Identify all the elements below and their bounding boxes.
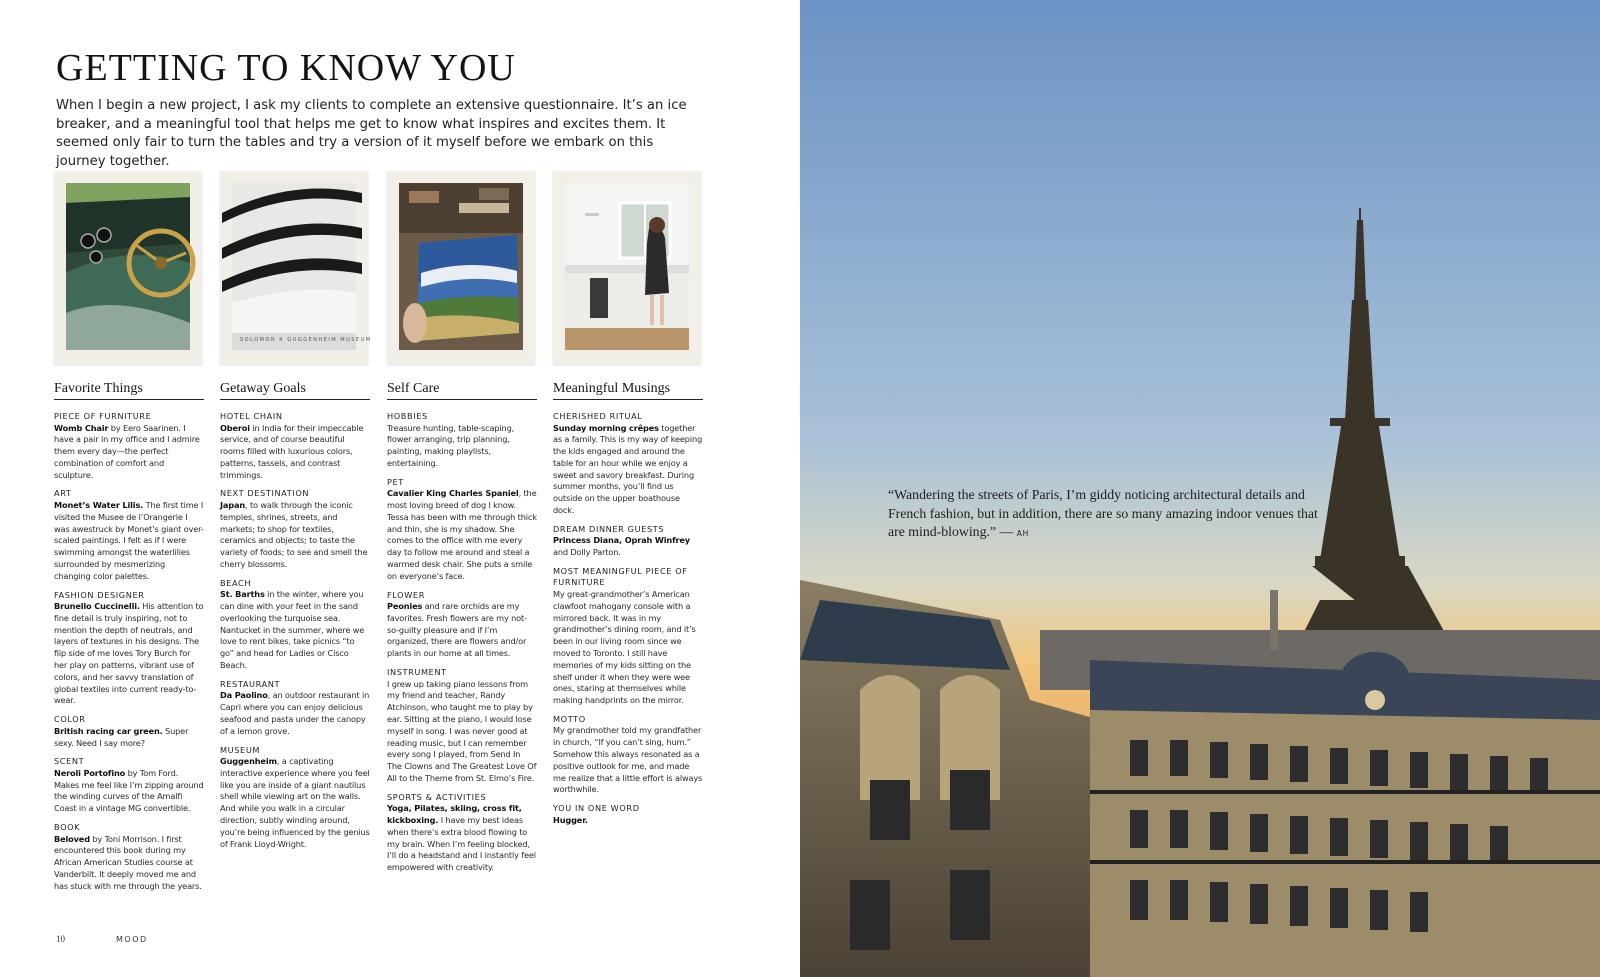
- entry-body: by Tom Ford. Makes me feel like I’m zipping around the winding curves of the Amalfi Coast in a vintage MG convertible.: [54, 767, 204, 814]
- entry-highlight: Peonies: [387, 601, 423, 612]
- entry-body: , an outdoor restaurant in Capri where you can enjoy delicious seafood and pasta under the canopy of a lemon grove.: [220, 690, 370, 736]
- entry-text: [220, 500, 370, 571]
- entry-highlight: Monet’s Water Lilis.: [54, 499, 144, 510]
- entry-highlight: Cavalier King Charles Spaniel: [387, 488, 519, 499]
- entry-body: and rare orchids are my favorites. Fresh flowers are my not-so-guilty pleasure and if I’m organized, there are flowers and/or plants in our home at all times.: [387, 601, 527, 659]
- entry-1-2: [220, 578, 370, 672]
- entry-highlight: Da Paolino: [220, 690, 268, 701]
- entry-label: CHERISHED RITUAL: [553, 411, 643, 421]
- entry-1-0: [220, 411, 370, 481]
- intro-paragraph: When I begin a new project, I ask my clients to complete an extensive questionnaire. It’s an ice breaker, and a meaningful tool that helps me get to know what inspires and excites them. It seemed only fair to turn the tables and try a version of it myself before we embark on this journey together.: [56, 98, 687, 169]
- entry-body: in the winter, where you can dine with your feet in the sand overlooking the turquoise sea. Nantucket in the summer, where we love to rent bikes, take picnics “to go” and head for Ladies or Cisco Beach.: [220, 589, 365, 671]
- entry-text: [220, 756, 370, 850]
- entry-label: MOTTO: [553, 713, 586, 724]
- entry-body: in India for their impeccable service, and of course beautiful rooms filled with luxurious colors, patterns, tassels, and contrast trimmings.: [220, 422, 364, 480]
- entry-label: COLOR: [54, 714, 86, 725]
- entry-text: [387, 679, 537, 785]
- svg-text:SOLOMON R GUGGENHEIM MUSEUM: SOLOMON R GUGGENHEIM MUSEUM: [240, 337, 372, 343]
- entry-highlight: Japan: [220, 499, 246, 510]
- entry-body: The first time I visited the Musee de l’Orangerie I was awestruck by Monet’s giant over-scaled paintings. I felt as if I were swimming amongst the waterlilies surrounded by mesmerizing changing color palettes.: [54, 499, 204, 581]
- entry-0-2: [54, 590, 204, 708]
- entry-body: together as a family. This is my way of keeping the kids engaged and around the table for an hour while we enjoy a sweet and savory breakfast. During summer months, you’ll find us outside on the upper boathouse dock.: [553, 422, 703, 516]
- entry-1-4: [220, 745, 370, 851]
- entry-body: by Eero Saarinen. I have a pair in my office and I admire them every day—the perfect combination of comfort and sculpture.: [54, 422, 200, 480]
- entry-label: ART: [54, 488, 72, 499]
- entry-text: [54, 500, 204, 583]
- entry-2-0: [387, 411, 537, 470]
- entry-highlight: Womb Chair: [54, 422, 109, 433]
- entry-label: HOTEL CHAIN: [220, 411, 283, 421]
- entry-body: My great-grandmother’s American clawfoot mahogany console with a mirrored back. It was in my grandmother’s dining room, and it’s been in our living room since we moved to Toronto. I still have memories of my kids sitting on the shelf under it when they were wee ones, staring at themselves while making handprints on the mirror.: [553, 588, 696, 706]
- entry-1-3: [220, 679, 370, 738]
- entry-highlight: Brunello Cuccinelli.: [54, 601, 140, 612]
- entry-label: YOU IN ONE WORD: [553, 803, 640, 814]
- column-heading: Meaningful Musings: [553, 381, 703, 400]
- entry-text: [553, 535, 703, 559]
- entry-2-4: [387, 792, 537, 874]
- entry-3-2: [553, 566, 703, 707]
- entry-label: PIECE OF FURNITURE: [54, 411, 152, 421]
- entry-text: [553, 423, 703, 517]
- entry-highlight: Guggenheim: [220, 756, 277, 767]
- entry-0-0: [54, 411, 204, 481]
- entry-label: MUSEUM: [220, 744, 261, 755]
- entry-label: FASHION DESIGNER: [54, 589, 145, 600]
- entry-body: by Toni Morrison. I first encountered this book during my African American Studies course at Vanderbilt. It deeply moved me and has stuck with me through the years.: [54, 833, 202, 891]
- entry-highlight: Sunday morning crêpes: [553, 422, 659, 433]
- entry-text: [387, 423, 537, 470]
- entry-body: My grandmother told my grandfather in church, “If you can’t sing, hum.” Somehow this always resonated as a positive outlook for me, and made me realize that a little effort is always worthwhile.: [553, 725, 703, 795]
- entry-text: [54, 726, 204, 750]
- entry-label: INSTRUMENT: [387, 667, 447, 678]
- entry-highlight: Beloved: [54, 833, 90, 844]
- entry-text: [553, 815, 703, 827]
- entry-text: [54, 423, 204, 482]
- quote-text: “Wandering the streets of Paris, I’m giddy noticing architectural details and French fashion, but in addition, there are so many amazing indoor venues that are mind-blowing.” —: [888, 487, 1318, 539]
- entry-body: His attention to fine detail is truly inspiring, not to mention the depth of neutrals, and layers of textures in his designs. The flip side of me loves Tory Burch for her play on patterns, vibrant use of colors, and her savvy translation of global textiles into current ready-to-wear.: [54, 601, 204, 706]
- photo-card-guggenheim: [220, 171, 372, 364]
- column-self-care: [387, 381, 537, 881]
- column-heading: Favorite Things: [54, 381, 204, 400]
- entry-highlight: Neroli Portofino: [54, 767, 126, 778]
- entry-label: FLOWER: [387, 589, 425, 600]
- entry-3-4: [553, 803, 703, 826]
- entry-label: BEACH: [220, 577, 252, 588]
- entry-label: DREAM DINNER GUESTS: [553, 523, 665, 534]
- entry-label: PET: [387, 476, 404, 487]
- quote-attribution: AH: [1016, 529, 1030, 538]
- entry-text: [220, 423, 370, 482]
- entry-text: [54, 601, 204, 707]
- photo-card-kitchen: [553, 171, 701, 364]
- entry-text: [54, 834, 204, 893]
- entry-body: , the most loving breed of dog I know. Tessa has been with me through thick and thin, she is my shadow. She comes to the office with me every day to follow me around and steal a warmed desk chair. She puts a smile on everyone’s face.: [387, 488, 537, 581]
- entry-text: [387, 803, 537, 874]
- entry-body: Treasure hunting, table-scaping, flower arranging, trip planning, painting, making playlists, entertaining.: [387, 422, 515, 468]
- entry-2-1: [387, 477, 537, 583]
- guggenheim-photo: [232, 183, 372, 350]
- entry-body: Super sexy. Need I say more?: [54, 725, 189, 748]
- entry-label: SPORTS & ACTIVITIES: [387, 791, 487, 802]
- entry-label: MOST MEANINGFUL PIECE OF FURNITURE: [553, 565, 688, 588]
- entry-text: [387, 488, 537, 582]
- entry-0-4: [54, 756, 204, 815]
- page-title: GETTING TO KNOW YOU: [56, 47, 516, 89]
- entry-label: NEXT DESTINATION: [220, 488, 310, 499]
- entry-3-0: [553, 411, 703, 517]
- entry-1-1: [220, 488, 370, 570]
- entry-body: , a captivating interactive experience where you feel like you are inside of a giant nautilus shell while viewing art on the walls. And while you walk in a circular direction, subtly winding around, you’re being influenced by the genius of Frank Lloyd-Wright.: [220, 756, 370, 849]
- entry-0-1: [54, 488, 204, 582]
- entry-text: [220, 589, 370, 672]
- column-heading: Self Care: [387, 381, 537, 400]
- vintage-car-interior-photo: [66, 183, 190, 350]
- entry-text: [387, 601, 537, 660]
- entry-text: [553, 725, 703, 796]
- entry-label: BOOK: [54, 822, 81, 833]
- pull-quote: [888, 486, 1328, 544]
- right-page-paris-photo: [800, 0, 1600, 977]
- section-name: MOOD: [116, 935, 148, 944]
- column-heading: Getaway Goals: [220, 381, 370, 400]
- entry-highlight: Princess Diana, Oprah Winfrey: [553, 535, 690, 546]
- entry-label: RESTAURANT: [220, 678, 281, 689]
- column-favorite-things: [54, 381, 204, 900]
- entry-0-3: [54, 714, 204, 749]
- column-getaway-goals: [220, 381, 370, 857]
- photo-card-painting: [387, 171, 535, 364]
- entry-highlight: Yoga, Pilates, skiing, cross fit, kickboxing.: [387, 803, 522, 826]
- entry-highlight: British racing car green.: [54, 725, 163, 736]
- entry-text: [553, 589, 703, 707]
- entry-3-1: [553, 524, 703, 559]
- entry-2-2: [387, 590, 537, 660]
- painting-photo: [399, 183, 523, 350]
- entry-text: [54, 768, 204, 815]
- entry-body: I grew up taking piano lessons from my friend and teacher, Randy Atchinson, who taught me to play by ear. Sitting at the piano, I would lose myself in song. I was never good at reading music, but I can remember every song I played, from Send In The Clowns and The Greatest Love Of All to the Theme from St. Elmo’s Fire.: [387, 678, 537, 783]
- entry-0-5: [54, 822, 204, 892]
- entry-label: SCENT: [54, 756, 85, 767]
- entry-highlight: Hugger.: [553, 814, 588, 825]
- entry-highlight: St. Barths: [220, 589, 265, 600]
- entry-2-3: [387, 667, 537, 785]
- page-number: 10: [56, 934, 65, 944]
- entry-3-3: [553, 714, 703, 796]
- entry-label: HOBBIES: [387, 411, 428, 421]
- entry-body: and Dolly Parton.: [553, 547, 621, 558]
- entry-text: [220, 690, 370, 737]
- entry-highlight: Oberoi: [220, 422, 250, 433]
- entry-body: I have my best ideas when there’s extra blood flowing to my brain. When I’m feeling blocked, I’ll do a headstand and I instantly feel empowered with creativity.: [387, 815, 536, 873]
- kitchen-photo: [565, 183, 689, 350]
- photo-card-car: [54, 171, 202, 364]
- entry-body: , to walk through the iconic temples, shrines, streets, and markets; to shop for textiles, ceramics and objects; to taste the variety of foods; to see and smell the cherry blossoms.: [220, 499, 368, 569]
- column-meaningful-musings: [553, 381, 703, 834]
